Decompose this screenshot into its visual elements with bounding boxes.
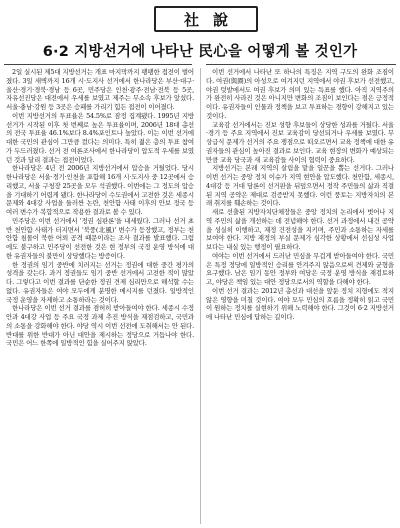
paragraph: 한 정권의 임기 중반에 치러지는 선거는 정권에 대한 중간 평가의 성격을 갖는다. 과거 정권들도 임기 중반 선거에서 고전한 적이 많았다. 그렇다고 이번 결과를 단순한 정권 견제 심리만으로 해석할 수는 없다. 유권자들은 여야 모두에게 분명한 메시지를 던졌다. 일방적인 국정 운영을 자제하고 소통하라는 것이다.	[6, 260, 194, 304]
headline-divider-right	[206, 64, 396, 65]
paragraph: 이번 선거 결과는 2012년 총선과 대선을 앞둔 정치 지형에도 적지 않은 영향을 미칠 것이다. 여야 모두 민심의 흐름을 정확히 읽고 국민이 원하는 정치를 실현하기 위해 노력해야 한다. 그것이 6·2 지방선거에 나타난 민심에 답하는 길이다.	[206, 286, 394, 321]
column-rule	[200, 68, 201, 524]
paragraph: 새로 선출된 지방자치단체장들은 중앙 정치의 논리에서 벗어나 지역 주민의 삶을 개선하는 데 전념해야 한다. 선거 과정에서 내건 공약을 성실히 이행하고, 재정 건전성을 지키며, 주민과 소통하는 자세를 보여야 한다. 지방 재정의 부실 문제가 심각한 상황에서 선심성 사업보다는 내실 있는 행정이 필요하다.	[206, 208, 394, 251]
editorial-page	[4, 4, 396, 524]
paragraph: 2일 실시된 제5대 지방선거는 개표 마지막까지 팽팽한 접전이 벌어졌다. 3일 새벽까지 16개 시·도지사 선거에서 한나라당은 부산·대구·울산·경기·경북·경남 등 6곳, 민주당은 인천·광주·전남·전북 등 5곳, 자유선진당은 대전에서 우세를 보였고 제주는 무소속 후보가 앞섰다. 서울·충남·강원 등 3곳은 승패를 가리기 힘든 접전이 이어졌다.	[6, 68, 194, 111]
article-column-left	[6, 68, 194, 348]
headline-divider-left	[4, 64, 192, 65]
paragraph: 한나라당은 4년 전 2006년 지방선거에서 압승을 거뒀었다. 당시 한나라당은 서울·경기·인천을 포함해 16개 시·도지사 중 12곳에서 승리했고, 서울 구청장 25곳을 모두 석권했다. 이번에는 그 정도의 압승을 기대하기 어렵게 됐다. 한나라당이 수도권에서 고전한 것은 세종시 문제와 4대강 사업을 둘러싼 논란, 천안함 사태 이후의 안보 정국 등 여러 변수가 복합적으로 작용한 결과로 볼 수 있다.	[6, 164, 194, 216]
editorial-header-box	[154, 6, 258, 32]
paragraph: 한나라당은 이번 선거 결과를 겸허히 받아들여야 한다. 세종시 수정안과 4대강 사업 등 주요 국정 과제 추진 방식을 재점검하고, 국민과의 소통을 강화해야 한다. 야당 역시 이번 선전에 도취해서는 안 된다. 반대를 위한 반대가 아닌 대안을 제시하는 정당으로 거듭나야 한다. 국민은 어느 한쪽에 일방적인 힘을 실어주지 않았다.	[6, 304, 194, 348]
editorial-label: 社說	[183, 10, 242, 29]
paragraph: 지방선거는 본래 지역의 살림을 맡을 일꾼을 뽑는 선거다. 그러나 이번 선거는 중앙 정치 이슈가 지역 현안을 압도했다. 천안함, 세종시, 4대강 등 거대 담론이 선거판을 뒤덮으면서 정작 주민들의 삶과 직결된 지역 공약은 제대로 검증받지 못했다. 이런 풍토는 지방자치의 본래 취지를 훼손하는 것이다.	[206, 164, 394, 208]
paragraph: 교육감 선거에서는 진보 성향 후보들이 상당한 성과를 거뒀다. 서울·경기 등 주요 지역에서 진보 교육감이 당선되거나 우세를 보였다. 무상급식 문제가 선거의 주요 쟁점으로 떠오르면서 교육 정책에 대한 유권자들의 관심이 높아진 결과로 보인다. 교육 현장의 변화가 예상되는 만큼 교육 당국과 새 교육감들 사이의 협력이 중요하다.	[206, 120, 394, 164]
paragraph: 이번 지방선거의 투표율은 54.5%로 잠정 집계됐다. 1995년 지방선거가 시작된 이후 첫 번째로 높은 투표율이며, 2006년 18대 총선의 전국 투표율 46.1%보다 8.4%포인트나 높았다. 이는 이번 선거에 대한 국민의 관심이 그만큼 컸다는 의미다. 특히 젊은 층의 투표 참여가 두드러졌다. 선거 전 여론조사에서 한나라당이 압도적 우세를 보였던 것과 달리 결과는 접전이었다.	[6, 111, 194, 164]
paragraph: 여야는 이번 선거에서 드러난 민심을 무겁게 받아들여야 한다. 국민은 특정 정당에 일방적인 승리를 안겨주지 않음으로써 견제와 균형을 요구했다. 남은 임기 동안 정부와 여당은 국정 운영 방식을 재검토하고, 야당은 책임 있는 대안 정당으로서의 역할을 다해야 한다.	[206, 251, 394, 286]
paragraph: 민주당은 이번 선거에서 '정권 심판론'을 내세웠다. 그러나 선거 초반 천안함 사태가 터지면서 '북풍(北風)' 변수가 등장했고, 정부는 천안함 침몰이 북한 어뢰 공격 때문이라는 조사 결과를 발표했다. 그럼에도 불구하고 민주당이 선전한 것은 현 정부의 국정 운영 방식에 대한 유권자들의 불만이 상당했다는 방증이다.	[6, 216, 194, 260]
headline: 6·2 지방선거에 나타난 民心을 어떻게 볼 것인가	[42, 44, 358, 60]
paragraph: 이번 선거에서 나타난 또 하나의 특징은 지역 구도의 완화 조짐이다. 여권(與圈)의 아성으로 여겨지던 지역에서 야권 후보가 선전했고, 야권 텃밭에서도 여권 후보가 의미 있는 득표를 했다. 아직 지역주의가 완전히 사라진 것은 아니지만 변화의 조짐이 보인다는 점은 긍정적이다. 유권자들이 인물과 정책을 보고 투표하는 경향이 강해지고 있는 것이다.	[206, 68, 394, 120]
article-column-right	[206, 68, 394, 322]
